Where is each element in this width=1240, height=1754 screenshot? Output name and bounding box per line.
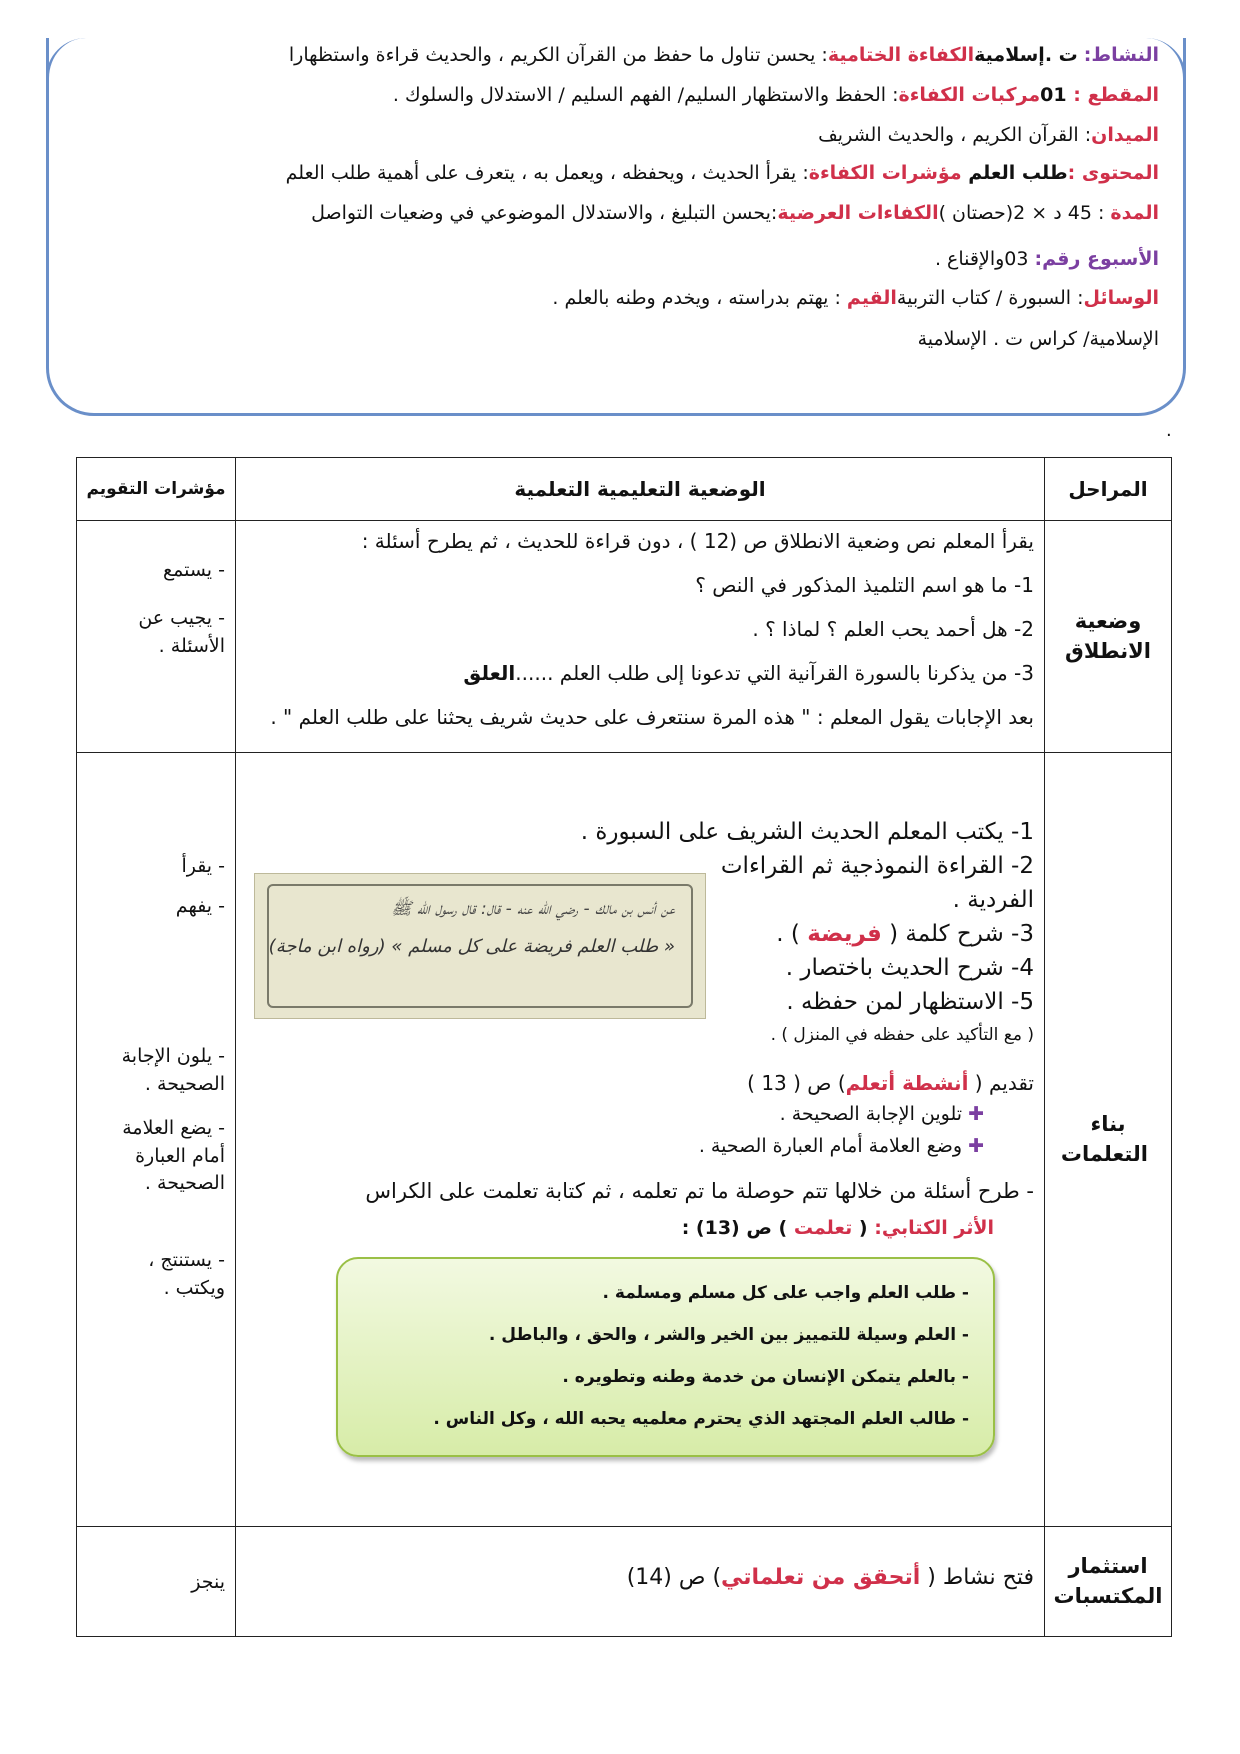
lesson-table — [76, 457, 1172, 1637]
activities-title: تقديم ( أنشطة أتعلم) ص ( 13 ) — [747, 1071, 1034, 1095]
step-4: 4- شرح الحديث باختصار . — [785, 955, 1034, 981]
launch-line-2: 1- ما هو اسم التلميذ المذكور في النص ؟ — [695, 573, 1034, 597]
eval-color: - يلون الإجابة الصحيحة . — [121, 1045, 225, 1095]
eval-build — [77, 753, 236, 1527]
hadith-image: عن أنس بن مالك - رضي الله عنه - قال: قال رسول الله ﷺ « طلب العلم فريضة على كل مسلم » (رواه ابن ماجة) — [254, 873, 706, 1019]
launch-line-3: 2- هل أحمد يحب العلم ؟ لماذا ؟ . — [752, 617, 1034, 641]
step-2: 2- القراءة النموذجية ثم القراءات — [720, 853, 1034, 879]
step-1: 1- يكتب المعلم الحديث الشريف على السبورة . — [580, 819, 1034, 845]
eval-accomplish: ينجز — [191, 1571, 225, 1593]
stage-launch: وضعية الانطلاق — [1045, 521, 1172, 753]
learned-2: - العلم وسيلة للتمييز بين الخير والشر ، والحق ، والباطل . — [488, 1325, 969, 1345]
eval-mark: - يضع العلامة أمام العبارة الصحيحة . — [122, 1117, 225, 1195]
launch-line-5: بعد الإجابات يقول المعلم : " هذه المرة سنتعرف على حديث شريف يحثنا على طلب العلم " . — [270, 705, 1034, 729]
step-note: ( مع التأكيد على حفظه في المنزل ) . — [770, 1025, 1034, 1045]
header-line-week: الأسبوع رقم: 03والإقناع . — [934, 248, 1159, 270]
learned-4: - طالب العلم المجتهد الذي يحترم معلميه يحبه الله ، وكل الناس . — [433, 1409, 969, 1429]
header-line-duration: المدة : 45 د × 2(حصتان )الكفاءات العرضية:يحسن التبليغ ، والاستدلال الموضوعي في وضعيات التواصل — [311, 202, 1159, 224]
summary-question: - طرح أسئلة من خلالها تتم حوصلة ما تم تعلمه ، ثم كتابة تعلمت على الكراس — [365, 1179, 1034, 1203]
launch-line-1: يقرأ المعلم نص وضعية الانطلاق ص (12 ) ، دون قراءة للحديث ، ثم يطرح أسئلة : — [361, 529, 1034, 553]
eval-answer: - يجيب عن الأسئلة . — [138, 607, 225, 657]
row-launch — [77, 521, 1172, 753]
launch-content — [236, 521, 1045, 753]
eval-invest — [77, 1527, 236, 1637]
stray-dot: . — [1166, 420, 1172, 441]
header-box — [46, 38, 1186, 416]
stage-build: بناء التعلمات — [1045, 753, 1172, 1527]
eval-conclude: - يستنتج ، ويكتب . — [148, 1249, 225, 1299]
row-invest — [77, 1527, 1172, 1637]
table-header-row — [77, 458, 1172, 521]
activity-1: ✚ تلوين الإجابة الصحيحة . — [779, 1103, 984, 1125]
invest-line: فتح نشاط ( أتحقق من تعلماتي) ص (14) — [626, 1565, 1034, 1590]
step-3: 3- شرح كلمة ( فريضة ) . — [776, 921, 1034, 947]
header-line-field: الميدان: القرآن الكريم ، والحديث الشريف — [818, 124, 1159, 146]
eval-read: - يقرأ — [181, 855, 225, 877]
learned-box — [336, 1257, 995, 1457]
launch-line-4: 3- من يذكرنا بالسورة القرآنية التي تدعونا إلى طلب العلم ......العلق — [463, 661, 1034, 685]
header-main: الوضعية التعليمية التعلمية — [236, 458, 1045, 521]
stage-invest: استثمار المكتسبات — [1045, 1527, 1172, 1637]
bullet-icon: ✚ — [968, 1103, 984, 1125]
header-eval: مؤشرات التقويم — [77, 458, 236, 521]
header-line-content: المحتوى :طلب العلم مؤشرات الكفاءة: يقرأ الحديث ، ويحفظه ، ويعمل به ، يتعرف على أهمية طلب العلم — [285, 162, 1159, 184]
eval-listen: - يستمع — [163, 559, 225, 581]
row-build — [77, 753, 1172, 1527]
header-line-segment: المقطع : 01مركبات الكفاءة: الحفظ والاستظهار السليم/ الفهم السليم / الاستدلال والسلوك . — [392, 84, 1159, 106]
invest-content — [236, 1527, 1045, 1637]
eval-launch — [77, 521, 236, 753]
step-2-cont: الفردية . — [952, 887, 1034, 913]
written-trace-title: الأثر الكتابي: ( تعلمت ) ص (13) : — [681, 1217, 994, 1239]
header-line-activity: النشاط: ت .إسلاميةالكفاءة الختامية: يحسن تناول ما حفظ من القرآن الكريم ، والحديث قراءة واستظهارا — [288, 44, 1159, 66]
eval-understand: - يفهم — [175, 895, 225, 917]
header-line-tools: الوسائل: السبورة / كتاب التربيةالقيم : يهتم بدراسته ، ويخدم وطنه بالعلم . — [552, 287, 1159, 309]
header-stage: المراحل — [1045, 458, 1172, 521]
learned-1: - طلب العلم واجب على كل مسلم ومسلمة . — [602, 1283, 969, 1303]
learned-3: - بالعلم يتمكن الإنسان من خدمة وطنه وتطويره . — [562, 1367, 969, 1387]
activity-2: ✚ وضع العلامة أمام العبارة الصحية . — [698, 1135, 984, 1157]
step-5: 5- الاستظهار لمن حفظه . — [786, 989, 1034, 1015]
build-content — [236, 753, 1045, 1527]
header-line-tools-cont: الإسلامية/ كراس ت . الإسلامية — [917, 328, 1159, 350]
bullet-icon: ✚ — [968, 1135, 984, 1157]
